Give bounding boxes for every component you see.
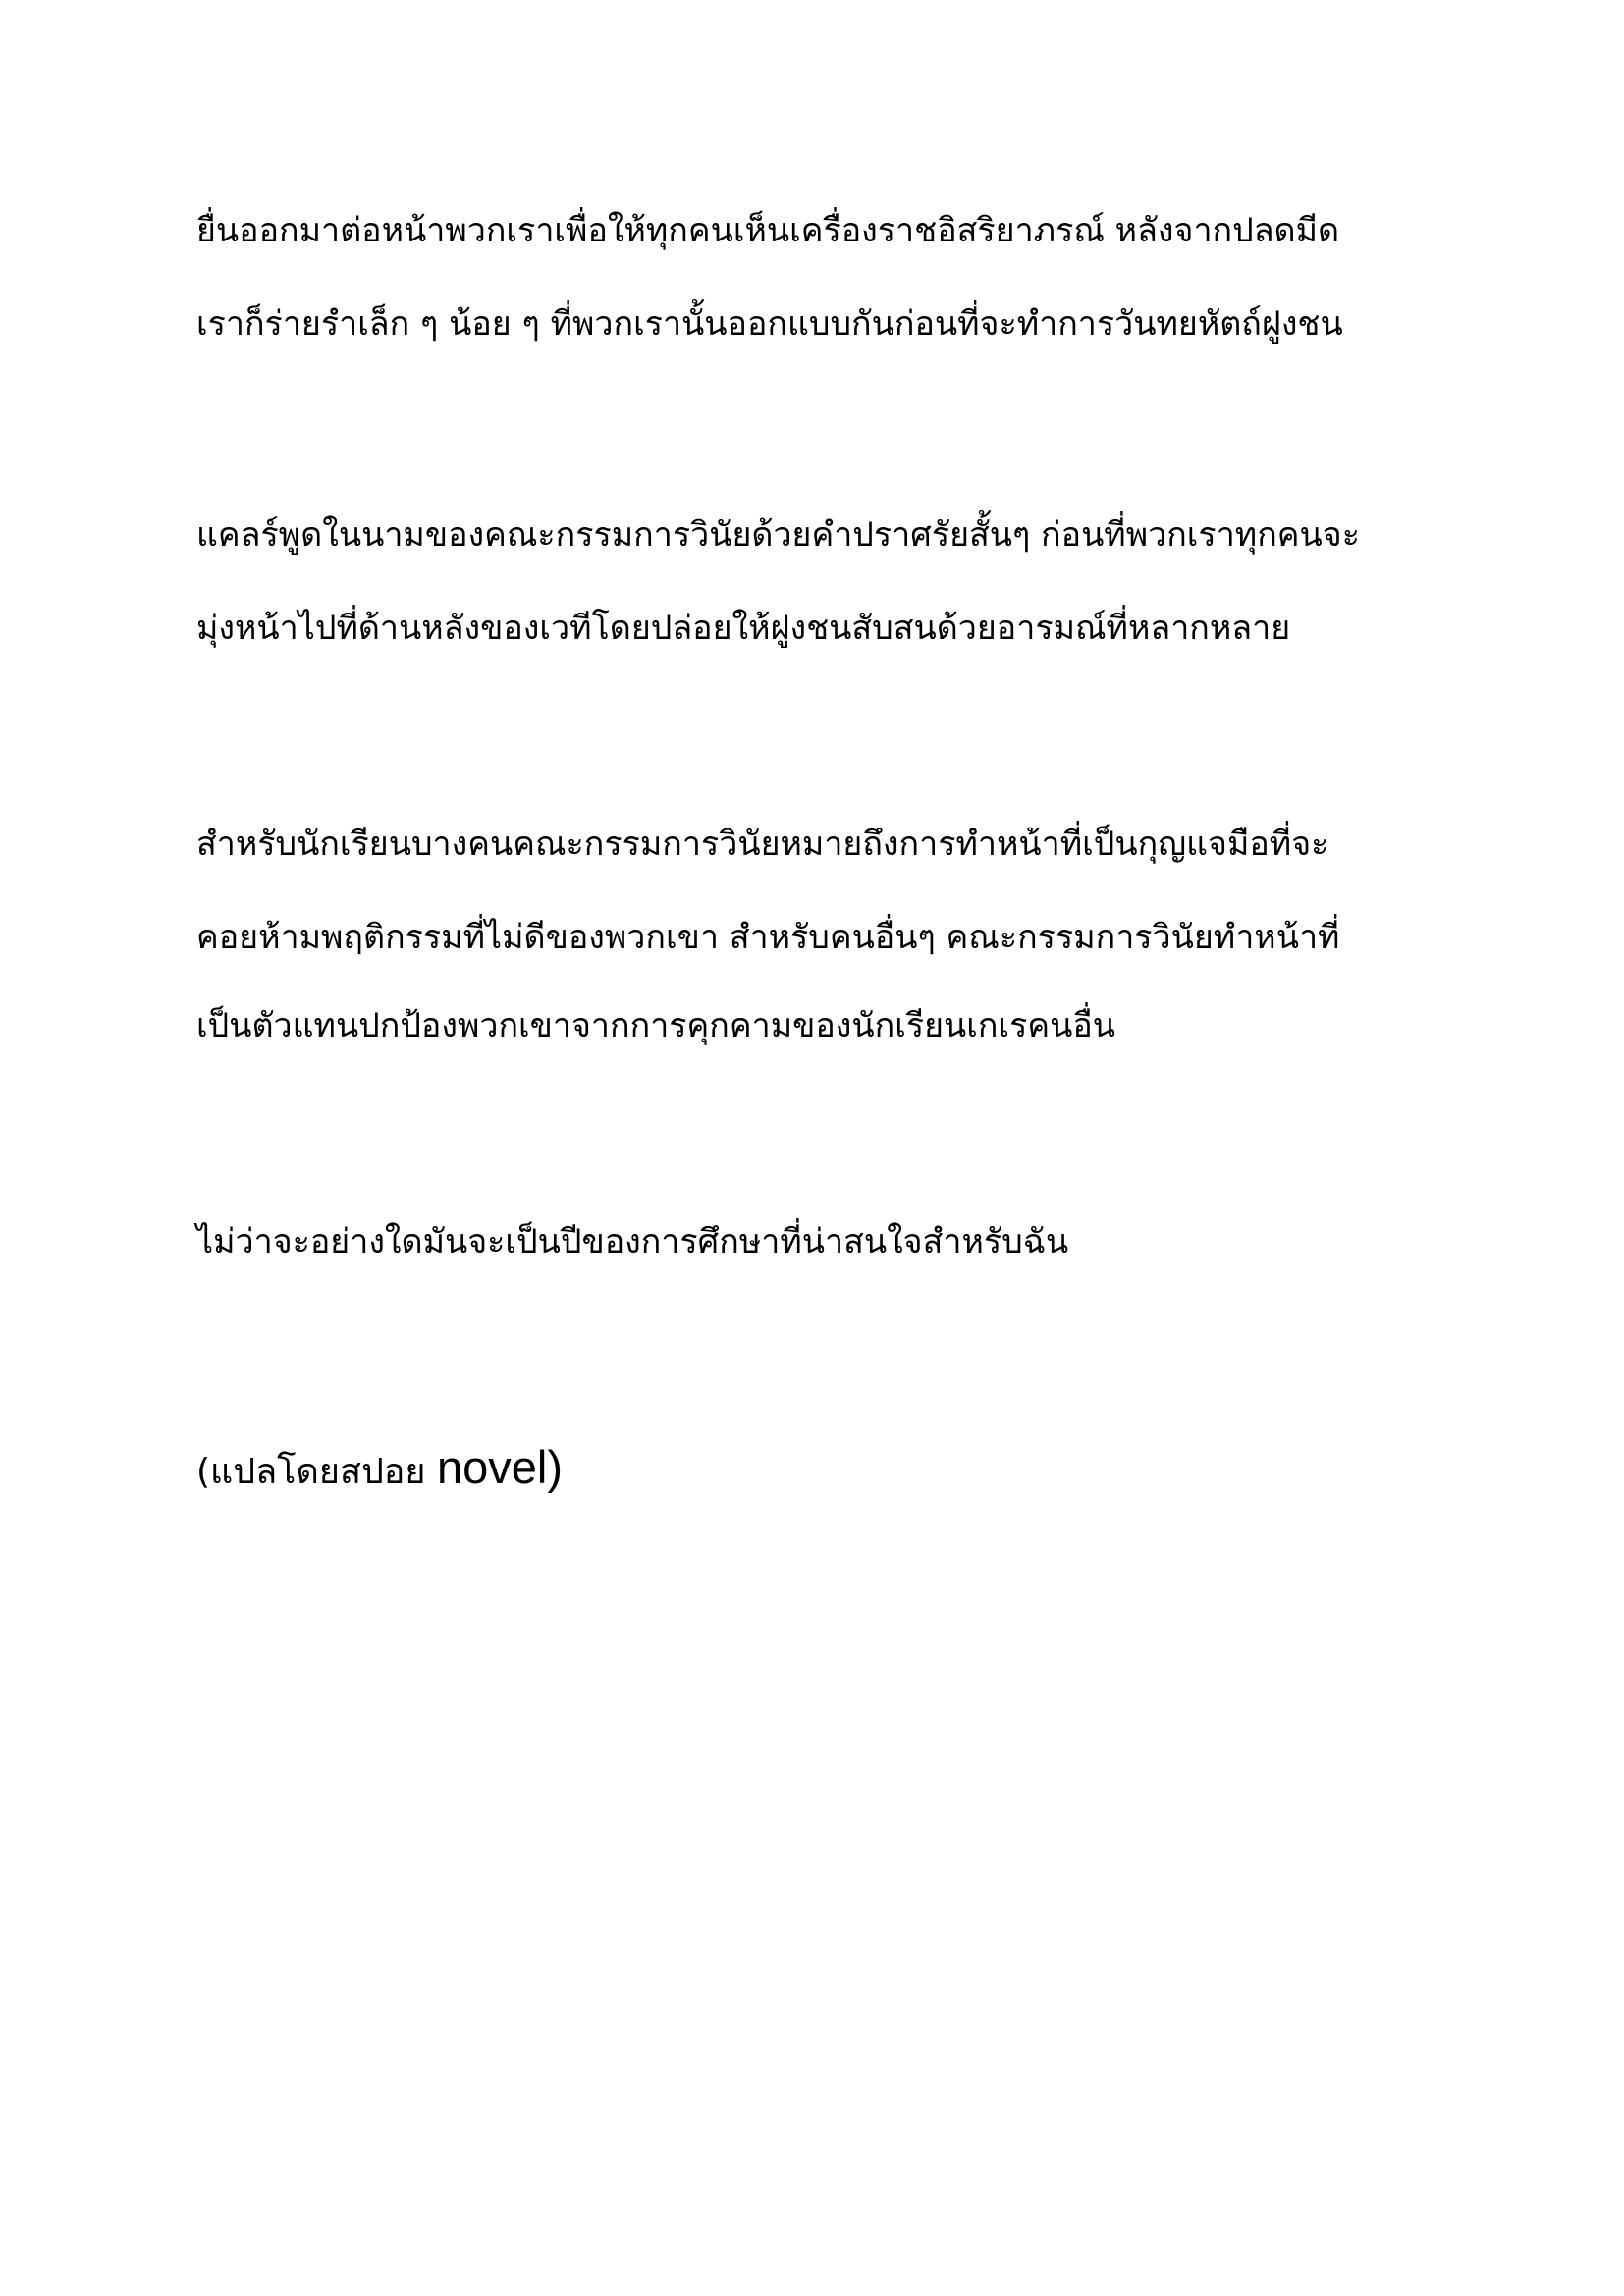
translator-credit	[196, 1438, 563, 1502]
paragraph-3-line-1: สำหรับนักเรียนบางคนคณะกรรมการวินัยหมายถึงการทำหน้าที่เป็นกุญแจมือที่จะ	[196, 825, 1329, 864]
paragraph-1-line-2: เราก็ร่ายรำเล็ก ๆ น้อย ๆ ที่พวกเรานั้นออกแบบกันก่อนที่จะทำการวันทยหัตถ์ฝูงชน	[196, 304, 1343, 344]
paragraph-4-line-1: ไม่ว่าจะอย่างใดมันจะเป็นปีของการศึกษาที่น่าสนใจสำหรับฉัน	[196, 1222, 1069, 1261]
credit-latin-text: novel)	[436, 1441, 563, 1493]
credit-thai-text: (แปลโดยสปอย	[196, 1452, 437, 1492]
paragraph-2-line-2: มุ่งหน้าไปที่ด้านหลังของเวทีโดยปล่อยให้ฝูงชนสับสนด้วยอารมณ์ที่หลากหลาย	[196, 609, 1291, 648]
paragraph-3-line-3: เป็นตัวแทนปกป้องพวกเขาจากการคุกคามของนักเรียนเกเรคนอื่น	[196, 1006, 1115, 1045]
paragraph-2-line-1: แคลร์พูดในนามของคณะกรรมการวินัยด้วยคำปราศรัยสั้นๆ ก่อนที่พวกเราทุกคนจะ	[196, 515, 1360, 555]
paragraph-3-line-2: คอยห้ามพฤติกรรมที่ไม่ดีของพวกเขา สำหรับคนอื่นๆ คณะกรรมการวินัยทำหน้าที่	[196, 918, 1340, 957]
paragraph-1-line-1: ยื่นออกมาต่อหน้าพวกเราเพื่อให้ทุกคนเห็นเครื่องราชอิสริยาภรณ์ หลังจากปลดมีด	[196, 211, 1340, 250]
